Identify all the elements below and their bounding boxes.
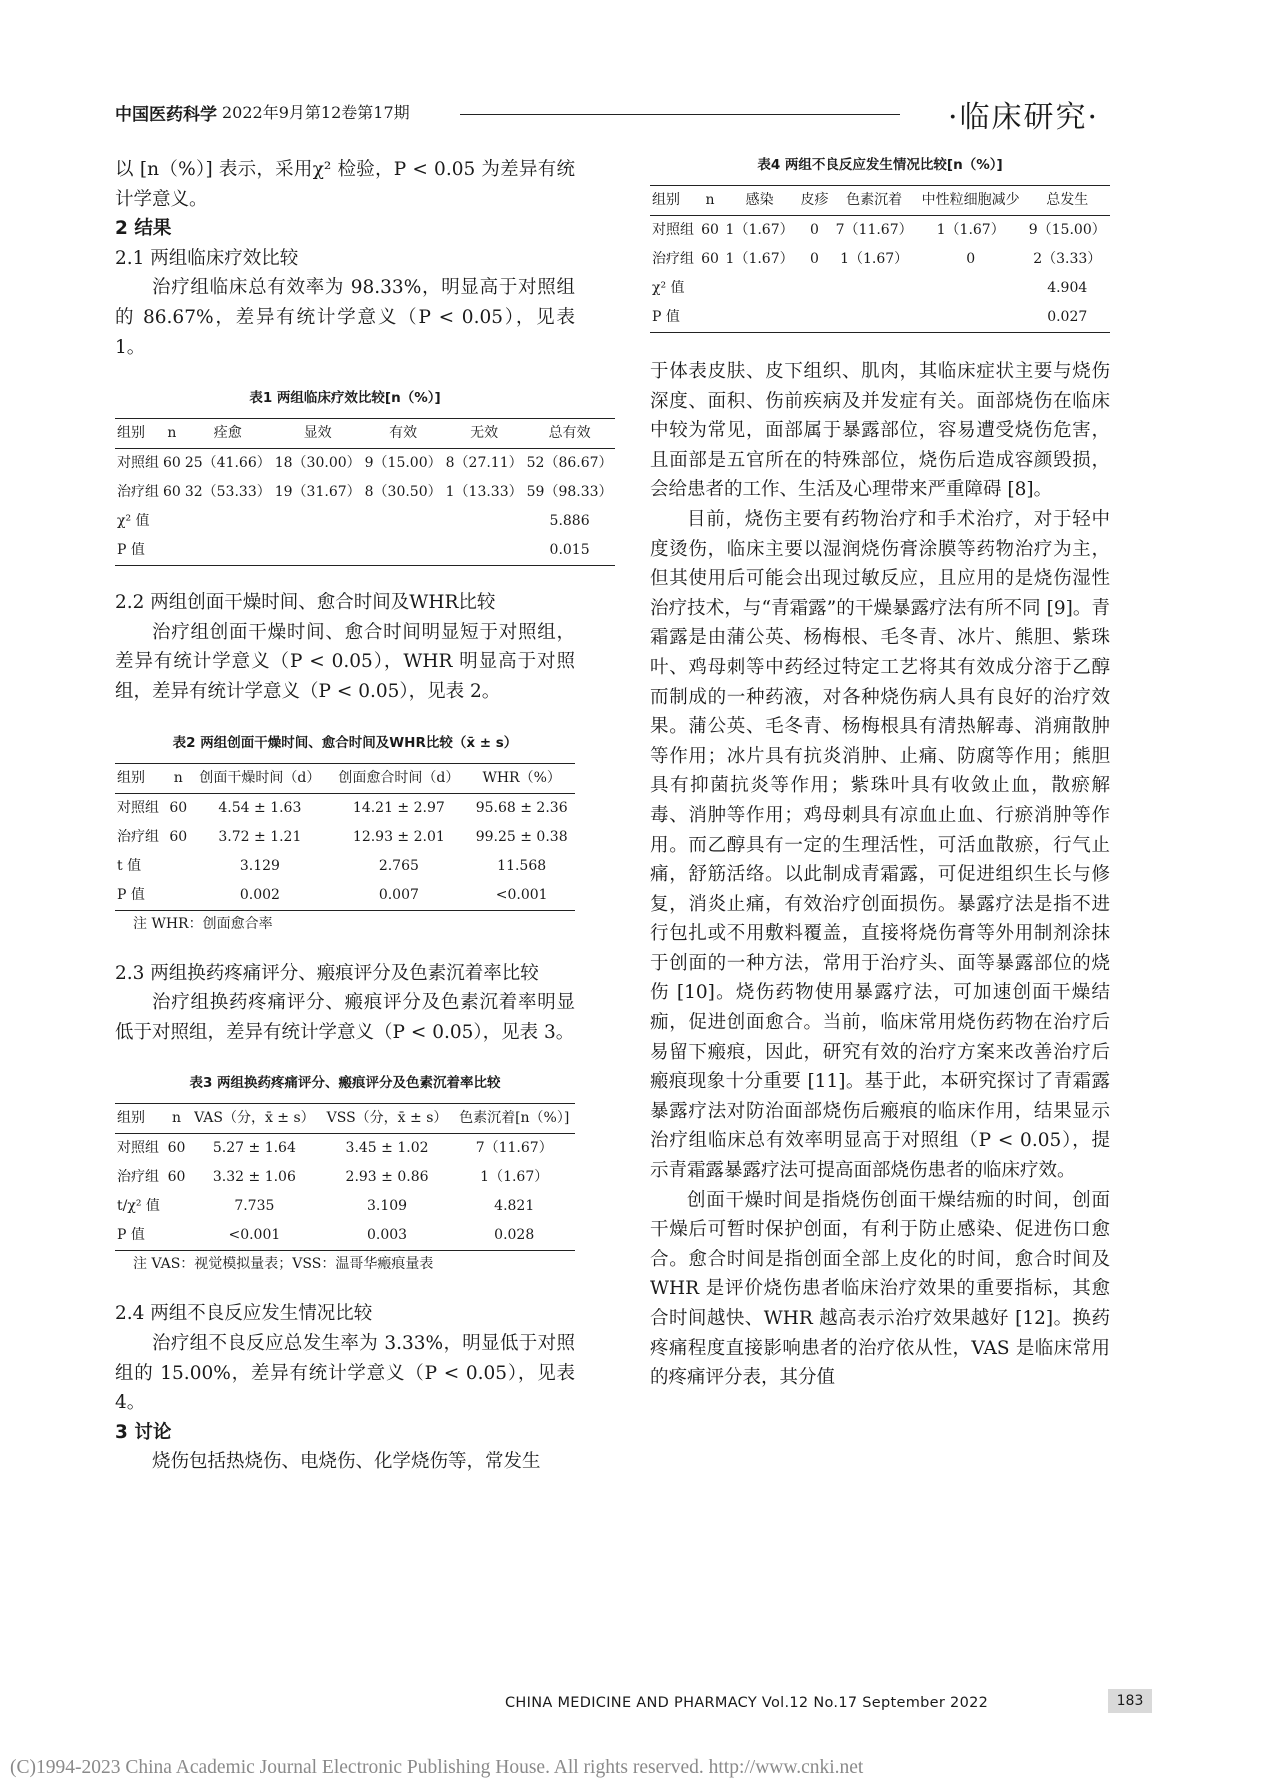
section-2-3-text: 治疗组换药疼痛评分、瘢痕评分及色素沉着率明显低于对照组，差异有统计学意义（P < 0.05），见表 3。 — [115, 992, 575, 1043]
header-rule — [460, 114, 900, 115]
table-row — [115, 823, 575, 852]
table-cell: t 值 — [117, 857, 142, 874]
table-cell: 0 — [810, 222, 819, 238]
table-cell: 5.886 — [549, 513, 590, 530]
table-cell: 60 — [167, 1140, 186, 1157]
table3-header: VSS（分，x̄ ± s） — [321, 1104, 454, 1134]
table2-header: WHR（%） — [468, 763, 575, 793]
table1-header: 无效 — [444, 419, 525, 449]
table-cell: 8（27.11） — [445, 455, 523, 472]
table1-header: 组别 — [115, 419, 161, 449]
table1-header: n — [161, 419, 183, 449]
section-2-4-heading: 2.4 两组不良反应发生情况比较 — [115, 1303, 373, 1325]
table-cell: 14.21 ± 2.97 — [352, 799, 445, 816]
table-cell: 60 — [169, 799, 188, 816]
table-cell: 0.028 — [453, 1221, 575, 1251]
discussion-heading: 3 讨论 — [115, 1421, 172, 1443]
table-cell: 4.904 — [1047, 280, 1088, 296]
table-cell: 0.002 — [190, 881, 329, 911]
table-row — [115, 449, 615, 479]
table-cell: 2（3.33） — [1033, 251, 1102, 267]
table3-header: VAS（分，x̄ ± s） — [188, 1104, 321, 1134]
table-cell: 8（30.50） — [364, 484, 442, 501]
table-row — [115, 852, 575, 881]
table-row — [115, 536, 615, 566]
table-cell: 0 — [966, 251, 976, 267]
table-cell: 0.015 — [525, 536, 615, 566]
section-2-3-heading: 2.3 两组换药疼痛评分、瘢痕评分及色素沉着率比较 — [115, 962, 539, 984]
table-row — [115, 478, 615, 507]
table2-header: n — [166, 763, 190, 793]
table-cell: 60 — [701, 251, 719, 267]
table4-caption: 表4 两组不良反应发生情况比较[n（%）] — [757, 157, 1003, 173]
table-row — [115, 793, 575, 823]
table-cell: 治疗组 — [652, 251, 694, 267]
copyright-notice: (C)1994-2023 China Academic Journal Electronic Publishing House. All rights reserved. http://www.cnki.net — [10, 1757, 864, 1778]
table-row — [650, 274, 1110, 303]
table-cell: 4.54 ± 1.63 — [218, 799, 302, 816]
table1-header: 有效 — [363, 419, 444, 449]
table-cell: 0.003 — [321, 1221, 454, 1251]
right-column — [650, 155, 1110, 1393]
table-cell: 52（86.67） — [526, 455, 613, 472]
table-cell: 60 — [163, 455, 181, 472]
table3-header: n — [165, 1104, 188, 1134]
table-cell: 9（15.00） — [364, 455, 442, 472]
table-cell: 60 — [163, 484, 181, 501]
table-cell: 1（1.67） — [725, 222, 794, 238]
table-cell: 59（98.33） — [526, 484, 613, 501]
table-cell: 19（31.67） — [274, 484, 361, 501]
discussion-para-1: 于体表皮肤、皮下组织、肌肉，其临床症状主要与烧伤深度、面积、伤前疾病及并发症有关。面部烧伤在临床中较为常见，面部属于暴露部位，容易遭受烧伤危害，且面部是五官所在的特殊部位，烧伤后造成容颜毁损，会给患者的工作、生活及心理带来严重障碍 [8]。 — [650, 361, 1110, 501]
table-cell: 1（1.67） — [840, 251, 909, 267]
table3-header: 色素沉着[n（%）] — [453, 1104, 575, 1134]
section-2-1-heading: 2.1 两组临床疗效比较 — [115, 247, 299, 269]
table-row — [115, 1134, 575, 1164]
table-cell: 11.568 — [497, 857, 547, 874]
table-cell: 60 — [169, 828, 188, 845]
table-row — [650, 216, 1110, 246]
table-cell: 7（11.67） — [835, 222, 913, 238]
table3-note: 注 VAS：视觉模拟量表；VSS：温哥华瘢痕量表 — [133, 1256, 434, 1273]
table-cell: 60 — [167, 1169, 186, 1186]
table-cell: 0.007 — [329, 881, 468, 911]
table2-caption: 表2 两组创面干燥时间、愈合时间及WHR比较（x̄ ± s） — [172, 734, 518, 751]
table-cell: <0.001 — [468, 881, 575, 911]
table4-header: 感染 — [722, 186, 798, 216]
section-2-2-heading: 2.2 两组创面干燥时间、愈合时间及WHR比较 — [115, 592, 496, 614]
footer-journal-info: CHINA MEDICINE AND PHARMACY Vol.12 No.17 September 2022 — [505, 1695, 989, 1711]
discussion-para-2: 目前，烧伤主要有药物治疗和手术治疗，对于轻中度烫伤，临床主要以湿润烧伤膏涂膜等药物治疗为主，但其使用后可能会出现过敏反应，且应用的是烧伤湿性治疗技术，与“青霜露”的干燥暴露疗法有所不同 [9]。青霜露是由蒲公英、杨梅根、毛冬青、冰片、熊胆、紫珠叶、鸡母刺等中药经过特定工艺将其有效成分溶于乙醇而制成的一种药液，对各种烧伤病人具有良好的治疗效果。蒲公英、毛冬青、杨梅根具有清热解毒、消痈散肿等作用；冰片具有抗炎消肿、止痛、防腐等作用；熊胆具有抑菌抗炎等作用；紫珠叶具有收敛止血，散瘀解毒、消肿等作用；鸡母刺具有凉血止血、行瘀消肿等作用。而乙醇具有一定的生理活性，可活血散瘀，行气止痛，舒筋活络。以此制成青霜露，可促进组织生长与修复，消炎止痛，有效治疗创面损伤。暴露疗法是指不进行包扎或不用敷料覆盖，直接将烧伤膏等外用制剂涂抹于创面的一种方法，常用于治疗头、面等暴露部位的烧伤 [10]。烧伤药物使用暴露疗法，可加速创面干燥结痂，促进创面愈合。当前，临床常用烧伤药物在治疗后易留下瘢痕，因此，研究有效的治疗方案来改善治疗后瘢痕现象十分重要 [11]。基于此，本研究探讨了青霜露暴露疗法对防治面部烧伤后瘢痕的临床作用，结果显示治疗组临床总有效率明显高于对照组（P < 0.05），提示青霜露暴露疗法可提高面部烧伤患者的临床疗效。 — [650, 508, 1110, 1182]
left-column — [115, 155, 613, 1477]
table-row — [115, 881, 575, 911]
table-cell: 12.93 ± 2.01 — [352, 828, 445, 845]
table2-header: 组别 — [115, 763, 166, 793]
table-cell: 32（53.33） — [184, 484, 271, 501]
table-cell: χ² 值 — [117, 513, 150, 530]
section-2-2-text: 治疗组创面干燥时间、愈合时间明显短于对照组，差异有统计学意义（P < 0.05），WHR 明显高于对照组，差异有统计学意义（P < 0.05），见表 2。 — [115, 621, 575, 702]
table-row — [115, 1221, 575, 1251]
table-cell: χ² 值 — [652, 280, 685, 296]
section-title: ·临床研究· — [948, 100, 1100, 135]
table-cell: 治疗组 — [117, 484, 159, 501]
table-cell: P 值 — [115, 881, 166, 911]
methods-tail: 以 [n（%）] 表示，采用χ² 检验，P < 0.05 为差异有统计学意义。 — [115, 159, 575, 210]
table-row — [115, 1163, 575, 1192]
table4-header: 皮疹 — [798, 186, 832, 216]
table-cell: 99.25 ± 0.38 — [475, 828, 568, 845]
table-cell: P 值 — [650, 303, 699, 333]
results-heading: 2 结果 — [115, 218, 172, 240]
table-cell: 0.027 — [1024, 303, 1110, 333]
table-row — [115, 507, 615, 536]
table-cell: 1（1.67） — [725, 251, 794, 267]
table-cell: 对照组 — [117, 455, 159, 472]
table-cell: 2.765 — [378, 857, 419, 874]
section-2-1-text: 治疗组临床总有效率为 98.33%，明显高于对照组的 86.67%，差异有统计学意义（P < 0.05），见表 1。 — [115, 277, 575, 358]
table-cell: 对照组 — [117, 1140, 159, 1157]
table-cell: 1（13.33） — [445, 484, 523, 501]
table-cell: 18（30.00） — [274, 455, 361, 472]
table4-header: 中性粒细胞减少 — [917, 186, 1025, 216]
table4-header: 总发生 — [1024, 186, 1110, 216]
table-cell: 0 — [810, 251, 819, 267]
table-row — [650, 245, 1110, 274]
table-cell: 7.735 — [234, 1198, 275, 1215]
table4-header: 色素沉着 — [831, 186, 916, 216]
table-cell: 25（41.66） — [184, 455, 271, 472]
table-cell: 95.68 ± 2.36 — [475, 799, 568, 816]
table2 — [115, 763, 575, 911]
table-cell: 对照组 — [117, 799, 159, 816]
table3 — [115, 1103, 575, 1251]
journal-name: 中国医药科学 — [115, 105, 217, 125]
table-cell: 3.72 ± 1.21 — [218, 828, 302, 845]
table3-caption: 表3 两组换药疼痛评分、瘢痕评分及色素沉着率比较 — [189, 1075, 501, 1092]
table4-header: n — [699, 186, 722, 216]
table-cell: 治疗组 — [117, 1169, 159, 1186]
table-cell: 治疗组 — [117, 828, 159, 845]
discussion-para-3: 创面干燥时间是指烧伤创面干燥结痂的时间，创面干燥后可暂时保护创面，有利于防止感染、促进伤口愈合。愈合时间是指创面全部上皮化的时间，愈合时间及 WHR 是评价烧伤患者临床治疗效果的重要指标，其愈合时间越快、WHR 越高表示治疗效果越好 [12]。换药疼痛程度直接影响患者的治疗依从性，VAS 是临床常用的疼痛评分表，其分值 — [650, 1189, 1110, 1389]
table-row — [115, 1192, 575, 1221]
table-cell: 2.93 ± 0.86 — [345, 1169, 429, 1186]
table-cell: 3.32 ± 1.06 — [212, 1169, 296, 1186]
table-cell: 60 — [701, 222, 719, 238]
table-row — [650, 303, 1110, 333]
table-cell: P 值 — [115, 1221, 165, 1251]
table1 — [115, 418, 615, 566]
table2-note: 注 WHR：创面愈合率 — [133, 915, 273, 932]
issue-info: 2022年9月第12卷第17期 — [222, 103, 410, 122]
table-cell: t/χ² 值 — [117, 1198, 160, 1215]
table-cell: 3.45 ± 1.02 — [345, 1140, 429, 1157]
table2-header: 创面干燥时间（d） — [190, 763, 329, 793]
table-cell: 7（11.67） — [475, 1140, 553, 1157]
table1-header: 总有效 — [525, 419, 615, 449]
table-cell: 1（1.67） — [480, 1169, 549, 1186]
table4 — [650, 185, 1110, 333]
table-cell: 3.129 — [239, 857, 280, 874]
page-number: 183 — [1108, 1689, 1152, 1713]
table-cell: P 值 — [115, 536, 161, 566]
discussion-start: 烧伤包括热烧伤、电烧伤、化学烧伤等，常发生 — [152, 1451, 541, 1473]
table-cell: <0.001 — [188, 1221, 321, 1251]
table-cell: 4.821 — [494, 1198, 535, 1215]
table1-caption: 表1 两组临床疗效比较[n（%）] — [249, 390, 441, 407]
table4-header: 组别 — [650, 186, 699, 216]
table-cell: 5.27 ± 1.64 — [212, 1140, 296, 1157]
table1-header: 痊愈 — [183, 419, 273, 449]
table1-header: 显效 — [273, 419, 363, 449]
table-cell: 1（1.67） — [936, 222, 1005, 238]
table2-header: 创面愈合时间（d） — [329, 763, 468, 793]
table3-header: 组别 — [115, 1104, 165, 1134]
table-cell: 9（15.00） — [1028, 222, 1106, 238]
table-cell: 对照组 — [652, 222, 694, 238]
table-cell: 3.109 — [366, 1198, 408, 1215]
section-2-4-text: 治疗组不良反应总发生率为 3.33%，明显低于对照组的 15.00%，差异有统计学意义（P < 0.05），见表 4。 — [115, 1332, 575, 1414]
